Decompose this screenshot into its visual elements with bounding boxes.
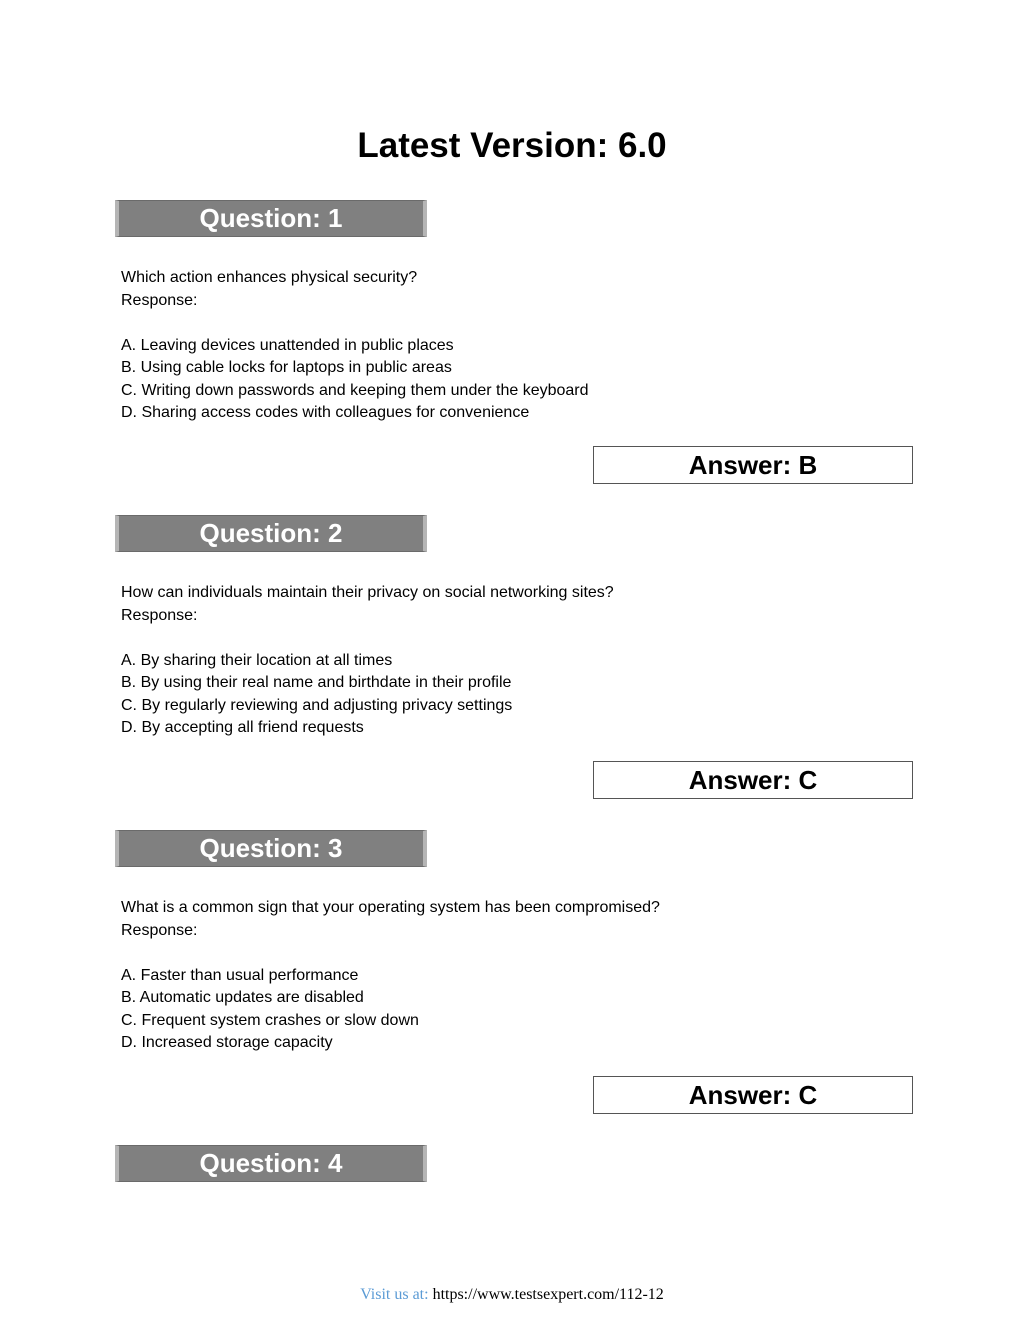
question-prompt: Which action enhances physical security? (121, 269, 418, 286)
option-a: A. Leaving devices unattended in public places (121, 336, 454, 354)
page-title: Latest Version: 6.0 (357, 126, 667, 165)
option-a: A. Faster than usual performance (121, 966, 359, 984)
question-prompt: What is a common sign that your operating system has been compromised? (121, 899, 660, 916)
response-label: Response: (121, 921, 198, 939)
footer-url-link[interactable]: https://www.testsexpert.com/112-12 (432, 1286, 664, 1303)
option-c: C. By regularly reviewing and adjusting privacy settings (121, 696, 513, 714)
answer-box: Answer: C (593, 1076, 913, 1114)
question-3 (0, 830, 1024, 1120)
option-d: D. Increased storage capacity (121, 1034, 333, 1051)
question-1 (0, 200, 1024, 490)
option-d: D. Sharing access codes with colleagues for convenience (121, 404, 530, 421)
question-4 (0, 1145, 1024, 1185)
option-b: B. Automatic updates are disabled (121, 989, 364, 1006)
question-header: Question: 2 (115, 515, 427, 552)
footer (0, 1285, 1024, 1305)
footer-visit-label: Visit us at: (360, 1286, 429, 1303)
question-prompt: How can individuals maintain their privacy on social networking sites? (121, 584, 614, 601)
question-body (121, 897, 881, 1055)
option-c: C. Frequent system crashes or slow down (121, 1011, 419, 1029)
option-d: D. By accepting all friend requests (121, 719, 364, 736)
question-body (121, 582, 881, 740)
spacer (121, 942, 881, 965)
spacer (121, 627, 881, 650)
option-a: A. By sharing their location at all times (121, 651, 393, 669)
response-label: Response: (121, 606, 198, 624)
answer-box: Answer: B (593, 446, 913, 484)
question-body (121, 267, 881, 425)
option-c: C. Writing down passwords and keeping them under the keyboard (121, 381, 589, 399)
option-b: B. Using cable locks for laptops in public areas (121, 359, 452, 376)
question-header: Question: 3 (115, 830, 427, 867)
spacer (121, 312, 881, 335)
question-header: Question: 1 (115, 200, 427, 237)
answer-box: Answer: C (593, 761, 913, 799)
question-header: Question: 4 (115, 1145, 427, 1182)
response-label: Response: (121, 291, 198, 309)
question-2 (0, 515, 1024, 805)
option-b: B. By using their real name and birthdate in their profile (121, 674, 512, 691)
